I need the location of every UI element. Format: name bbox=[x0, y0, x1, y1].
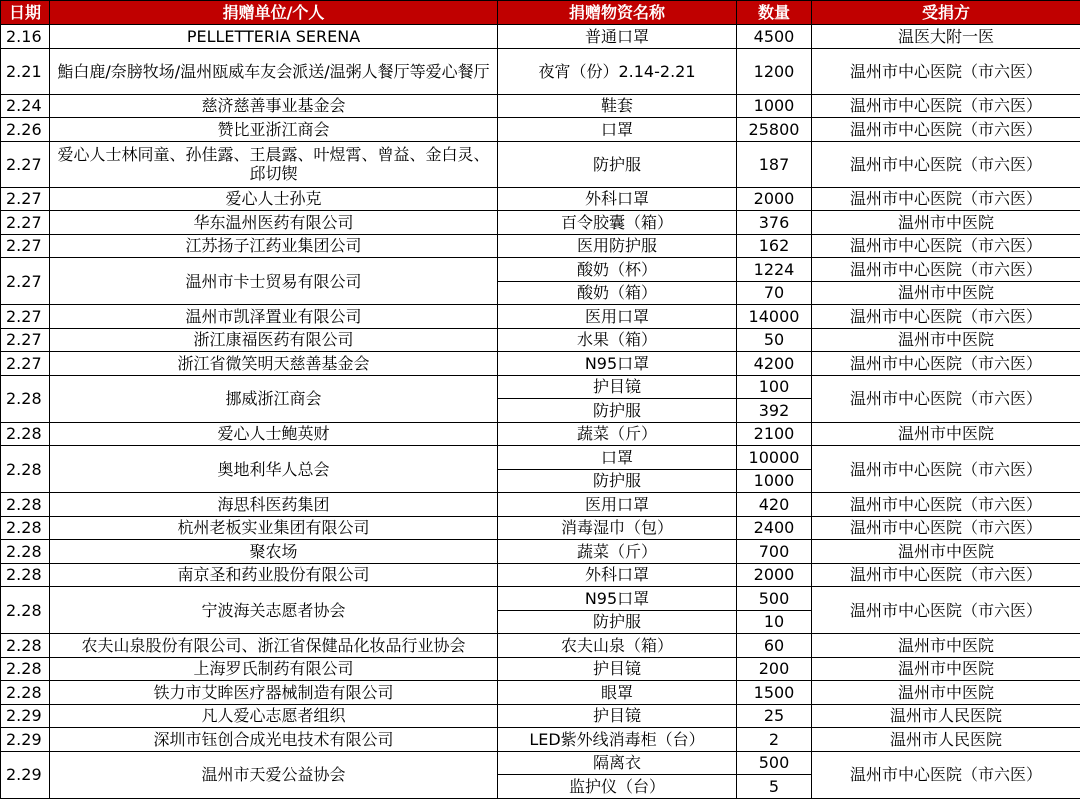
recipient-cell: 温州市中心医院（市六医） bbox=[812, 118, 1080, 142]
recipient-cell: 温州市中心医院（市六医） bbox=[812, 563, 1080, 587]
item-name-cell: 监护仪（台） bbox=[498, 775, 737, 799]
table-row bbox=[1, 328, 1080, 352]
table-row bbox=[1, 446, 1080, 470]
quantity-cell: 50 bbox=[737, 328, 812, 352]
recipient-cell: 温医大附一医 bbox=[812, 25, 1080, 49]
quantity-cell: 187 bbox=[737, 141, 812, 187]
table-row bbox=[1, 48, 1080, 94]
date-cell: 2.28 bbox=[1, 422, 50, 446]
quantity-cell: 25800 bbox=[737, 118, 812, 142]
quantity-cell: 1224 bbox=[737, 258, 812, 282]
item-name-cell: 防护服 bbox=[498, 469, 737, 493]
donor-cell: 赞比亚浙江商会 bbox=[50, 118, 498, 142]
item-name-cell: 护目镜 bbox=[498, 704, 737, 728]
date-cell: 2.28 bbox=[1, 540, 50, 564]
item-name-cell: 普通口罩 bbox=[498, 25, 737, 49]
donor-cell: 深圳市钰创合成光电技术有限公司 bbox=[50, 728, 498, 752]
quantity-cell: 1200 bbox=[737, 48, 812, 94]
recipient-cell: 温州市中医院 bbox=[812, 281, 1080, 305]
recipient-cell: 温州市中医院 bbox=[812, 681, 1080, 705]
table-row bbox=[1, 493, 1080, 517]
recipient-cell: 温州市中医院 bbox=[812, 211, 1080, 235]
header-donor: 捐赠单位/个人 bbox=[50, 1, 498, 25]
donor-cell: 海思科医药集团 bbox=[50, 493, 498, 517]
date-cell: 2.28 bbox=[1, 563, 50, 587]
date-cell: 2.28 bbox=[1, 446, 50, 493]
quantity-cell: 4200 bbox=[737, 352, 812, 376]
date-cell: 2.28 bbox=[1, 587, 50, 634]
header-row bbox=[1, 1, 1080, 25]
donor-cell: 爱心人士孙克 bbox=[50, 187, 498, 211]
quantity-cell: 1500 bbox=[737, 681, 812, 705]
recipient-cell: 温州市中心医院（市六医） bbox=[812, 375, 1080, 422]
table-row bbox=[1, 634, 1080, 658]
quantity-cell: 500 bbox=[737, 587, 812, 611]
item-name-cell: 眼罩 bbox=[498, 681, 737, 705]
table-row bbox=[1, 375, 1080, 399]
header-date: 日期 bbox=[1, 1, 50, 25]
table-row bbox=[1, 704, 1080, 728]
item-name-cell: 外科口罩 bbox=[498, 563, 737, 587]
table-row bbox=[1, 751, 1080, 775]
item-name-cell: 口罩 bbox=[498, 118, 737, 142]
table-row bbox=[1, 352, 1080, 376]
recipient-cell: 温州市中心医院（市六医） bbox=[812, 751, 1080, 798]
item-name-cell: 隔离衣 bbox=[498, 751, 737, 775]
item-name-cell: 医用口罩 bbox=[498, 305, 737, 329]
table-row bbox=[1, 540, 1080, 564]
quantity-cell: 1000 bbox=[737, 94, 812, 118]
recipient-cell: 温州市中医院 bbox=[812, 634, 1080, 658]
item-name-cell: 防护服 bbox=[498, 399, 737, 423]
recipient-cell: 温州市中心医院（市六医） bbox=[812, 141, 1080, 187]
quantity-cell: 2000 bbox=[737, 563, 812, 587]
recipient-cell: 温州市中心医院（市六医） bbox=[812, 94, 1080, 118]
table-row bbox=[1, 563, 1080, 587]
quantity-cell: 420 bbox=[737, 493, 812, 517]
item-name-cell: 护目镜 bbox=[498, 657, 737, 681]
item-name-cell: N95口罩 bbox=[498, 587, 737, 611]
item-name-cell: LED紫外线消毒柜（台） bbox=[498, 728, 737, 752]
donor-cell: 铁力市艾眸医疗器械制造有限公司 bbox=[50, 681, 498, 705]
item-name-cell: 防护服 bbox=[498, 610, 737, 634]
date-cell: 2.27 bbox=[1, 211, 50, 235]
date-cell: 2.27 bbox=[1, 187, 50, 211]
date-cell: 2.27 bbox=[1, 352, 50, 376]
quantity-cell: 700 bbox=[737, 540, 812, 564]
donor-cell: 凡人爱心志愿者组织 bbox=[50, 704, 498, 728]
item-name-cell: 鞋套 bbox=[498, 94, 737, 118]
date-cell: 2.27 bbox=[1, 305, 50, 329]
quantity-cell: 4500 bbox=[737, 25, 812, 49]
recipient-cell: 温州市中心医院（市六医） bbox=[812, 234, 1080, 258]
donor-cell: 奥地利华人总会 bbox=[50, 446, 498, 493]
quantity-cell: 200 bbox=[737, 657, 812, 681]
table-row bbox=[1, 25, 1080, 49]
date-cell: 2.29 bbox=[1, 751, 50, 798]
quantity-cell: 70 bbox=[737, 281, 812, 305]
date-cell: 2.28 bbox=[1, 375, 50, 422]
date-cell: 2.29 bbox=[1, 728, 50, 752]
donor-cell: 浙江省微笑明天慈善基金会 bbox=[50, 352, 498, 376]
table-row bbox=[1, 657, 1080, 681]
item-name-cell: 防护服 bbox=[498, 141, 737, 187]
table-row bbox=[1, 305, 1080, 329]
recipient-cell: 温州市中心医院（市六医） bbox=[812, 305, 1080, 329]
quantity-cell: 1000 bbox=[737, 469, 812, 493]
quantity-cell: 10000 bbox=[737, 446, 812, 470]
quantity-cell: 60 bbox=[737, 634, 812, 658]
table-row bbox=[1, 234, 1080, 258]
date-cell: 2.28 bbox=[1, 681, 50, 705]
table-row bbox=[1, 94, 1080, 118]
donor-cell: 华东温州医药有限公司 bbox=[50, 211, 498, 235]
date-cell: 2.28 bbox=[1, 516, 50, 540]
recipient-cell: 温州市中心医院（市六医） bbox=[812, 48, 1080, 94]
recipient-cell: 温州市中心医院（市六医） bbox=[812, 352, 1080, 376]
quantity-cell: 25 bbox=[737, 704, 812, 728]
date-cell: 2.27 bbox=[1, 234, 50, 258]
donor-cell: 温州市凯泽置业有限公司 bbox=[50, 305, 498, 329]
recipient-cell: 温州市中医院 bbox=[812, 328, 1080, 352]
recipient-cell: 温州市中医院 bbox=[812, 657, 1080, 681]
table-row bbox=[1, 187, 1080, 211]
item-name-cell: 蔬菜（斤） bbox=[498, 540, 737, 564]
date-cell: 2.27 bbox=[1, 258, 50, 305]
recipient-cell: 温州市人民医院 bbox=[812, 704, 1080, 728]
table-row bbox=[1, 681, 1080, 705]
donor-cell: 挪威浙江商会 bbox=[50, 375, 498, 422]
item-name-cell: 消毒湿巾（包） bbox=[498, 516, 737, 540]
quantity-cell: 376 bbox=[737, 211, 812, 235]
recipient-cell: 温州市中医院 bbox=[812, 540, 1080, 564]
item-name-cell: 水果（箱） bbox=[498, 328, 737, 352]
table-row bbox=[1, 258, 1080, 282]
table-row bbox=[1, 728, 1080, 752]
donor-cell: 爱心人士林同童、孙佳露、王晨露、叶煜霄、曾益、金白灵、邱切锲 bbox=[50, 141, 498, 187]
date-cell: 2.28 bbox=[1, 657, 50, 681]
table-row bbox=[1, 516, 1080, 540]
recipient-cell: 温州市中心医院（市六医） bbox=[812, 587, 1080, 634]
header-quantity: 数量 bbox=[737, 1, 812, 25]
item-name-cell: 酸奶（杯） bbox=[498, 258, 737, 282]
donor-cell: 鮨白鹿/奈膀牧场/温州瓯威车友会派送/温粥人餐厅等爱心餐厅 bbox=[50, 48, 498, 94]
quantity-cell: 10 bbox=[737, 610, 812, 634]
donor-cell: 江苏扬子江药业集团公司 bbox=[50, 234, 498, 258]
item-name-cell: 蔬菜（斤） bbox=[498, 422, 737, 446]
recipient-cell: 温州市中心医院（市六医） bbox=[812, 516, 1080, 540]
quantity-cell: 14000 bbox=[737, 305, 812, 329]
item-name-cell: 护目镜 bbox=[498, 375, 737, 399]
quantity-cell: 2000 bbox=[737, 187, 812, 211]
table-row bbox=[1, 422, 1080, 446]
date-cell: 2.27 bbox=[1, 328, 50, 352]
recipient-cell: 温州市中医院 bbox=[812, 422, 1080, 446]
item-name-cell: N95口罩 bbox=[498, 352, 737, 376]
quantity-cell: 2 bbox=[737, 728, 812, 752]
donor-cell: 爱心人士鲍英财 bbox=[50, 422, 498, 446]
donor-cell: 温州市天爱公益协会 bbox=[50, 751, 498, 798]
donor-cell: 慈济慈善事业基金会 bbox=[50, 94, 498, 118]
item-name-cell: 口罩 bbox=[498, 446, 737, 470]
donor-cell: 农夫山泉股份有限公司、浙江省保健品化妆品行业协会 bbox=[50, 634, 498, 658]
date-cell: 2.24 bbox=[1, 94, 50, 118]
date-cell: 2.26 bbox=[1, 118, 50, 142]
item-name-cell: 酸奶（箱） bbox=[498, 281, 737, 305]
table-row bbox=[1, 118, 1080, 142]
donor-cell: 温州市卡士贸易有限公司 bbox=[50, 258, 498, 305]
donor-cell: 浙江康福医药有限公司 bbox=[50, 328, 498, 352]
quantity-cell: 2100 bbox=[737, 422, 812, 446]
quantity-cell: 2400 bbox=[737, 516, 812, 540]
recipient-cell: 温州市中心医院（市六医） bbox=[812, 187, 1080, 211]
date-cell: 2.16 bbox=[1, 25, 50, 49]
table-row bbox=[1, 141, 1080, 187]
date-cell: 2.29 bbox=[1, 704, 50, 728]
donor-cell: 聚农场 bbox=[50, 540, 498, 564]
quantity-cell: 162 bbox=[737, 234, 812, 258]
date-cell: 2.28 bbox=[1, 634, 50, 658]
quantity-cell: 100 bbox=[737, 375, 812, 399]
table-row bbox=[1, 587, 1080, 611]
donor-cell: 杭州老板实业集团有限公司 bbox=[50, 516, 498, 540]
item-name-cell: 百令胶囊（箱） bbox=[498, 211, 737, 235]
donor-cell: 上海罗氏制药有限公司 bbox=[50, 657, 498, 681]
quantity-cell: 500 bbox=[737, 751, 812, 775]
recipient-cell: 温州市中心医院（市六医） bbox=[812, 258, 1080, 282]
item-name-cell: 外科口罩 bbox=[498, 187, 737, 211]
item-name-cell: 医用防护服 bbox=[498, 234, 737, 258]
donor-cell: PELLETTERIA SERENA bbox=[50, 25, 498, 49]
table-row bbox=[1, 211, 1080, 235]
recipient-cell: 温州市中心医院（市六医） bbox=[812, 493, 1080, 517]
item-name-cell: 夜宵（份）2.14-2.21 bbox=[498, 48, 737, 94]
quantity-cell: 5 bbox=[737, 775, 812, 799]
item-name-cell: 医用口罩 bbox=[498, 493, 737, 517]
table-body bbox=[1, 25, 1080, 799]
donor-cell: 南京圣和药业股份有限公司 bbox=[50, 563, 498, 587]
recipient-cell: 温州市中心医院（市六医） bbox=[812, 446, 1080, 493]
recipient-cell: 温州市人民医院 bbox=[812, 728, 1080, 752]
quantity-cell: 392 bbox=[737, 399, 812, 423]
date-cell: 2.28 bbox=[1, 493, 50, 517]
header-item-name: 捐赠物资名称 bbox=[498, 1, 737, 25]
donor-cell: 宁波海关志愿者协会 bbox=[50, 587, 498, 634]
date-cell: 2.21 bbox=[1, 48, 50, 94]
item-name-cell: 农夫山泉（箱） bbox=[498, 634, 737, 658]
date-cell: 2.27 bbox=[1, 141, 50, 187]
header-recipient: 受捐方 bbox=[812, 1, 1080, 25]
